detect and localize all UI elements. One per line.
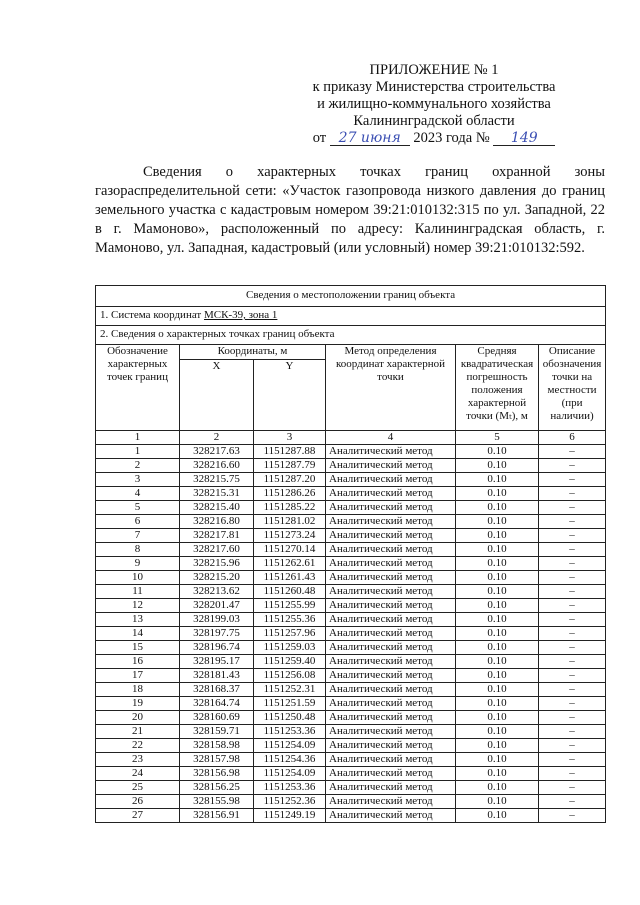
- coord-y: 1151252.36: [254, 795, 326, 809]
- mean-error: 0.10: [456, 739, 539, 753]
- mean-error: 0.10: [456, 697, 539, 711]
- mean-error: 0.10: [456, 459, 539, 473]
- coord-y: 1151255.36: [254, 613, 326, 627]
- method: Аналитический метод: [326, 753, 456, 767]
- coord-y: 1151254.09: [254, 767, 326, 781]
- mean-error: 0.10: [456, 669, 539, 683]
- coord-x: 328158.98: [180, 739, 254, 753]
- coord-y: 1151259.40: [254, 655, 326, 669]
- method: Аналитический метод: [326, 557, 456, 571]
- mean-error: 0.10: [456, 557, 539, 571]
- point-description: –: [539, 445, 606, 459]
- point-number: 10: [96, 571, 180, 585]
- point-number: 27: [96, 809, 180, 823]
- method: Аналитический метод: [326, 473, 456, 487]
- point-description: –: [539, 739, 606, 753]
- coord-x: 328160.69: [180, 711, 254, 725]
- appendix-header: [300, 62, 568, 147]
- header-x: X: [180, 360, 254, 431]
- coord-x: 328156.91: [180, 809, 254, 823]
- mean-error: 0.10: [456, 515, 539, 529]
- point-number: 14: [96, 627, 180, 641]
- point-number: 22: [96, 739, 180, 753]
- coord-y: 1151249.19: [254, 809, 326, 823]
- coord-x: 328156.25: [180, 781, 254, 795]
- mean-error: 0.10: [456, 753, 539, 767]
- point-description: –: [539, 613, 606, 627]
- table-row: [96, 459, 606, 473]
- table-row: [96, 501, 606, 515]
- point-description: –: [539, 781, 606, 795]
- mean-error: 0.10: [456, 767, 539, 781]
- table-row: [96, 487, 606, 501]
- point-number: 12: [96, 599, 180, 613]
- method: Аналитический метод: [326, 711, 456, 725]
- point-description: –: [539, 529, 606, 543]
- mean-error: 0.10: [456, 781, 539, 795]
- point-description: –: [539, 767, 606, 781]
- year-text: 2023 года №: [413, 130, 490, 146]
- intro-paragraph: Сведения о характерных точках границ охранной зоны газораспределительной сети: «Участок газопровода низкого давления до границ земельного участка с кадастровым номером 39:21:010132:315 по ул. Западной, 22 в г. Мамоново», расположенный по адресу: Калининградская область, г. Мамоново, ул. Западная, кадастровый (или условный) номер 39:21:010132:592.: [95, 164, 605, 256]
- coord-y: 1151287.20: [254, 473, 326, 487]
- point-description: –: [539, 599, 606, 613]
- coord-x: 328215.31: [180, 487, 254, 501]
- point-number: 2: [96, 459, 180, 473]
- point-description: –: [539, 473, 606, 487]
- mean-error: 0.10: [456, 529, 539, 543]
- point-number: 1: [96, 445, 180, 459]
- handwritten-date: 27 июня: [330, 131, 410, 146]
- coordinate-system-row: [96, 307, 606, 326]
- boundary-points-table: [95, 285, 606, 823]
- coord-y: 1151253.36: [254, 781, 326, 795]
- coord-y: 1151257.96: [254, 627, 326, 641]
- points-section-title: 2. Сведения о характерных точках границ объекта: [96, 326, 606, 345]
- coord-x: 328195.17: [180, 655, 254, 669]
- coord-y: 1151251.59: [254, 697, 326, 711]
- appendix-line-order: к приказу Министерства строительства: [312, 79, 556, 95]
- point-number: 18: [96, 683, 180, 697]
- method: Аналитический метод: [326, 641, 456, 655]
- mean-error: 0.10: [456, 473, 539, 487]
- point-description: –: [539, 655, 606, 669]
- coord-y: 1151287.79: [254, 459, 326, 473]
- coord-y: 1151250.48: [254, 711, 326, 725]
- point-number: 21: [96, 725, 180, 739]
- header-coordinates: Координаты, м: [180, 345, 326, 360]
- point-number: 6: [96, 515, 180, 529]
- coord-x: 328215.75: [180, 473, 254, 487]
- coord-x: 328217.63: [180, 445, 254, 459]
- table-row: [96, 753, 606, 767]
- coord-x: 328199.03: [180, 613, 254, 627]
- coord-x: 328217.60: [180, 543, 254, 557]
- table-row: [96, 585, 606, 599]
- table-row: [96, 543, 606, 557]
- col-number: 6: [539, 431, 606, 445]
- point-description: –: [539, 795, 606, 809]
- table-row: [96, 473, 606, 487]
- method: Аналитический метод: [326, 655, 456, 669]
- point-description: –: [539, 627, 606, 641]
- coord-y: 1151270.14: [254, 543, 326, 557]
- appendix-line-ministry: и жилищно-коммунального хозяйства: [317, 96, 551, 112]
- table-row: [96, 599, 606, 613]
- coord-x: 328159.71: [180, 725, 254, 739]
- point-number: 19: [96, 697, 180, 711]
- coord-x: 328156.98: [180, 767, 254, 781]
- method: Аналитический метод: [326, 809, 456, 823]
- mean-error: 0.10: [456, 725, 539, 739]
- point-description: –: [539, 753, 606, 767]
- mean-error: 0.10: [456, 571, 539, 585]
- method: Аналитический метод: [326, 529, 456, 543]
- table-row: [96, 557, 606, 571]
- mean-error: 0.10: [456, 795, 539, 809]
- point-number: 5: [96, 501, 180, 515]
- coordinate-system-label: 1. Система координат: [100, 309, 204, 321]
- coord-x: 328215.40: [180, 501, 254, 515]
- coord-y: 1151261.43: [254, 571, 326, 585]
- date-prefix: от: [312, 130, 327, 146]
- method: Аналитический метод: [326, 697, 456, 711]
- table-row: [96, 571, 606, 585]
- appendix-date-line: [300, 130, 568, 147]
- point-number: 23: [96, 753, 180, 767]
- header-description: Описание обозначения точки на местности (при наличии): [539, 345, 606, 431]
- col-number: 3: [254, 431, 326, 445]
- coord-y: 1151254.09: [254, 739, 326, 753]
- coord-x: 328164.74: [180, 697, 254, 711]
- method: Аналитический метод: [326, 613, 456, 627]
- point-description: –: [539, 585, 606, 599]
- coord-y: 1151259.03: [254, 641, 326, 655]
- col-number: 4: [326, 431, 456, 445]
- appendix-line-region: Калининградской области: [353, 113, 515, 129]
- mean-error: 0.10: [456, 543, 539, 557]
- mean-error: 0.10: [456, 501, 539, 515]
- header-designation: Обозначение характерных точек границ: [96, 345, 180, 431]
- coord-x: 328155.98: [180, 795, 254, 809]
- table-row: [96, 767, 606, 781]
- table-row: [96, 725, 606, 739]
- table-row: [96, 655, 606, 669]
- col-number: 5: [456, 431, 539, 445]
- coord-x: 328215.20: [180, 571, 254, 585]
- coord-x: 328216.80: [180, 515, 254, 529]
- mean-error: 0.10: [456, 585, 539, 599]
- point-description: –: [539, 515, 606, 529]
- coord-y: 1151287.88: [254, 445, 326, 459]
- method: Аналитический метод: [326, 445, 456, 459]
- method: Аналитический метод: [326, 543, 456, 557]
- point-number: 4: [96, 487, 180, 501]
- coord-y: 1151255.99: [254, 599, 326, 613]
- method: Аналитический метод: [326, 725, 456, 739]
- handwritten-order-number: 149: [493, 131, 555, 146]
- point-description: –: [539, 641, 606, 655]
- point-description: –: [539, 683, 606, 697]
- method: Аналитический метод: [326, 781, 456, 795]
- method: Аналитический метод: [326, 515, 456, 529]
- coord-x: 328213.62: [180, 585, 254, 599]
- table-row: [96, 697, 606, 711]
- method: Аналитический метод: [326, 683, 456, 697]
- method: Аналитический метод: [326, 501, 456, 515]
- method: Аналитический метод: [326, 571, 456, 585]
- method: Аналитический метод: [326, 627, 456, 641]
- method: Аналитический метод: [326, 459, 456, 473]
- method: Аналитический метод: [326, 795, 456, 809]
- method: Аналитический метод: [326, 669, 456, 683]
- point-number: 13: [96, 613, 180, 627]
- point-number: 16: [96, 655, 180, 669]
- table-row: [96, 711, 606, 725]
- coord-x: 328217.81: [180, 529, 254, 543]
- column-numbers-row: [96, 431, 606, 445]
- method: Аналитический метод: [326, 739, 456, 753]
- point-number: 26: [96, 795, 180, 809]
- coord-y: 1151281.02: [254, 515, 326, 529]
- point-description: –: [539, 557, 606, 571]
- mean-error: 0.10: [456, 809, 539, 823]
- method: Аналитический метод: [326, 487, 456, 501]
- mean-error: 0.10: [456, 641, 539, 655]
- coord-x: 328157.98: [180, 753, 254, 767]
- coordinate-system-value: МСК-39, зона 1: [203, 309, 278, 321]
- coord-y: 1151254.36: [254, 753, 326, 767]
- point-number: 11: [96, 585, 180, 599]
- coord-y: 1151252.31: [254, 683, 326, 697]
- mean-error: 0.10: [456, 655, 539, 669]
- coord-y: 1151262.61: [254, 557, 326, 571]
- table-row: [96, 739, 606, 753]
- mean-error: 0.10: [456, 627, 539, 641]
- point-description: –: [539, 459, 606, 473]
- coord-x: 328215.96: [180, 557, 254, 571]
- point-description: –: [539, 487, 606, 501]
- coord-x: 328181.43: [180, 669, 254, 683]
- method: Аналитический метод: [326, 599, 456, 613]
- table-row: [96, 515, 606, 529]
- mean-error: 0.10: [456, 487, 539, 501]
- method: Аналитический метод: [326, 767, 456, 781]
- coord-y: 1151260.48: [254, 585, 326, 599]
- point-description: –: [539, 711, 606, 725]
- mean-error: 0.10: [456, 599, 539, 613]
- table-row: [96, 809, 606, 823]
- table-row: [96, 795, 606, 809]
- point-description: –: [539, 725, 606, 739]
- table-row: [96, 669, 606, 683]
- point-number: 25: [96, 781, 180, 795]
- table-row: [96, 445, 606, 459]
- coord-y: 1151256.08: [254, 669, 326, 683]
- point-number: 3: [96, 473, 180, 487]
- point-number: 20: [96, 711, 180, 725]
- table-row: [96, 613, 606, 627]
- table-row: [96, 627, 606, 641]
- point-description: –: [539, 697, 606, 711]
- coord-x: 328197.75: [180, 627, 254, 641]
- method: Аналитический метод: [326, 585, 456, 599]
- coord-x: 328196.74: [180, 641, 254, 655]
- coord-x: 328168.37: [180, 683, 254, 697]
- table-title: Сведения о местоположении границ объекта: [96, 286, 606, 307]
- coord-y: 1151286.26: [254, 487, 326, 501]
- point-description: –: [539, 543, 606, 557]
- point-number: 24: [96, 767, 180, 781]
- coord-x: 328201.47: [180, 599, 254, 613]
- mean-error: 0.10: [456, 445, 539, 459]
- coord-y: 1151285.22: [254, 501, 326, 515]
- point-description: –: [539, 571, 606, 585]
- table-row: [96, 641, 606, 655]
- point-description: –: [539, 501, 606, 515]
- point-description: –: [539, 809, 606, 823]
- coord-y: 1151273.24: [254, 529, 326, 543]
- appendix-title: ПРИЛОЖЕНИЕ № 1: [369, 62, 499, 78]
- coord-y: 1151253.36: [254, 725, 326, 739]
- point-number: 8: [96, 543, 180, 557]
- mean-error: 0.10: [456, 711, 539, 725]
- point-number: 17: [96, 669, 180, 683]
- col-number: 1: [96, 431, 180, 445]
- point-number: 7: [96, 529, 180, 543]
- table-row: [96, 781, 606, 795]
- coord-x: 328216.60: [180, 459, 254, 473]
- col-number: 2: [180, 431, 254, 445]
- point-number: 15: [96, 641, 180, 655]
- point-description: –: [539, 669, 606, 683]
- mean-error: 0.10: [456, 613, 539, 627]
- point-number: 9: [96, 557, 180, 571]
- table-row: [96, 529, 606, 543]
- header-error: Средняя квадратическая погрешность положения характерной точки (Mₜ), м: [456, 345, 539, 431]
- header-y: Y: [254, 360, 326, 431]
- table-row: [96, 683, 606, 697]
- header-method: Метод определения координат характерной точки: [326, 345, 456, 431]
- mean-error: 0.10: [456, 683, 539, 697]
